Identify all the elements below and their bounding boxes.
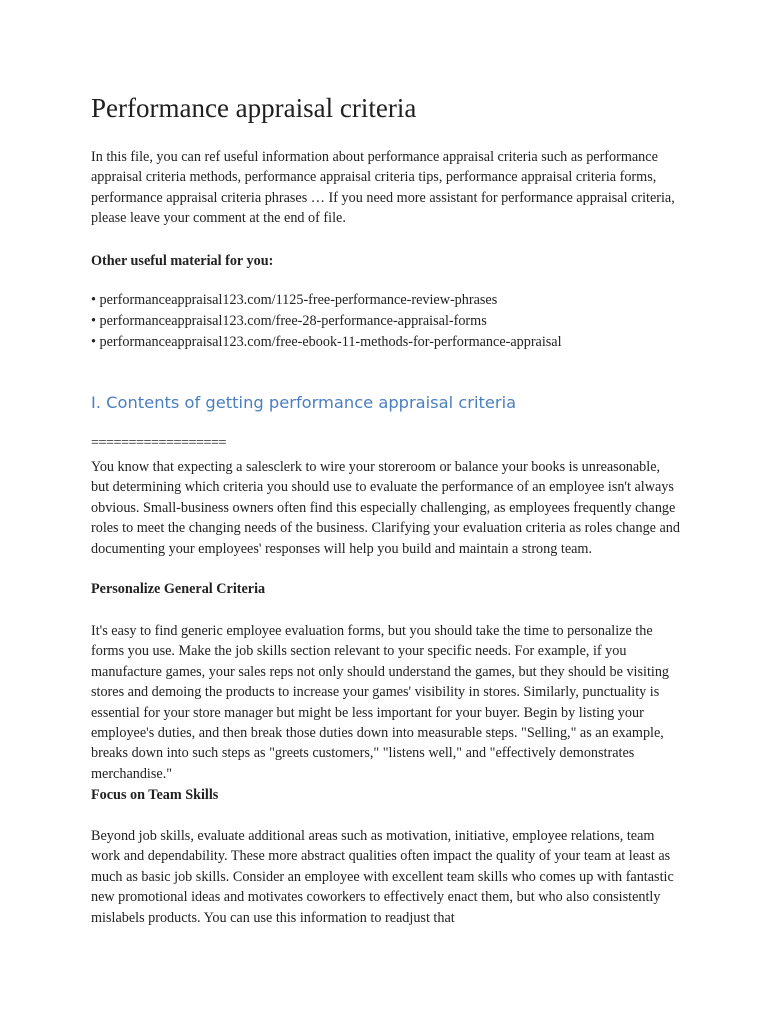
body-paragraph-3: Beyond job skills, evaluate additional areas such as motivation, initiative, employee relations, team work and dependability. These more abstract qualities often impact the quality of your team at least as much as basic job skills. Consider an employee with excellent team skills who comes up with fantastic new promotional ideas and motivates coworkers to effectively enact them, but who also consistently mislabels products. You can use this information to readjust that bbox=[91, 828, 674, 926]
body-paragraph-1: You know that expecting a salesclerk to wire your storeroom or balance your books is unreasonable, but determining which criteria you should use to evaluate the performance of an employee isn't always obvious. Small-business owners often find this especially challenging, as employees frequently change roles to meet the changing needs of the business. Clarifying your evaluation criteria as roles change and documenting your employees' responses will help you build and maintain a strong team. bbox=[91, 459, 680, 557]
intro-paragraph: In this file, you can ref useful information about performance appraisal criteria such as performance appraisal criteria methods, performance appraisal criteria tips, performance appraisal criteria forms, performance appraisal criteria phrases … If you need more assistant for performance appraisal criteria, please leave your comment at the end of file. bbox=[91, 149, 675, 227]
subheading-personalize: Personalize General Criteria bbox=[91, 581, 266, 597]
useful-link[interactable]: • performanceappraisal123.com/free-28-performance-appraisal-forms bbox=[91, 313, 487, 329]
section-heading: I. Contents of getting performance appraisal criteria bbox=[91, 393, 517, 412]
useful-link[interactable]: • performanceappraisal123.com/1125-free-performance-review-phrases bbox=[91, 292, 498, 308]
divider-line: ================== bbox=[91, 435, 227, 451]
body-paragraph-2: It's easy to find generic employee evaluation forms, but you should take the time to personalize the forms you use. Make the job skills section relevant to your specific needs. For example, if you manufacture games, your sales reps not only should understand the games, but they should be visiting stores and demoing the products to increase your games' visibility in stores. Similarly, punctuality is essential for your store manager but might be less important for your buyer. Begin by listing your employee's duties, and then break those duties down into measurable steps. "Selling," as an example, breaks down into such steps as "greets customers," "listens well," and "effectively demonstrates merchandise." bbox=[91, 623, 670, 782]
useful-material-heading: Other useful material for you: bbox=[91, 253, 274, 269]
page-title: Performance appraisal criteria bbox=[91, 93, 417, 123]
useful-links-list bbox=[91, 290, 562, 353]
useful-link[interactable]: • performanceappraisal123.com/free-ebook-11-methods-for-performance-appraisal bbox=[91, 334, 562, 350]
subheading-team-skills: Focus on Team Skills bbox=[91, 787, 219, 803]
